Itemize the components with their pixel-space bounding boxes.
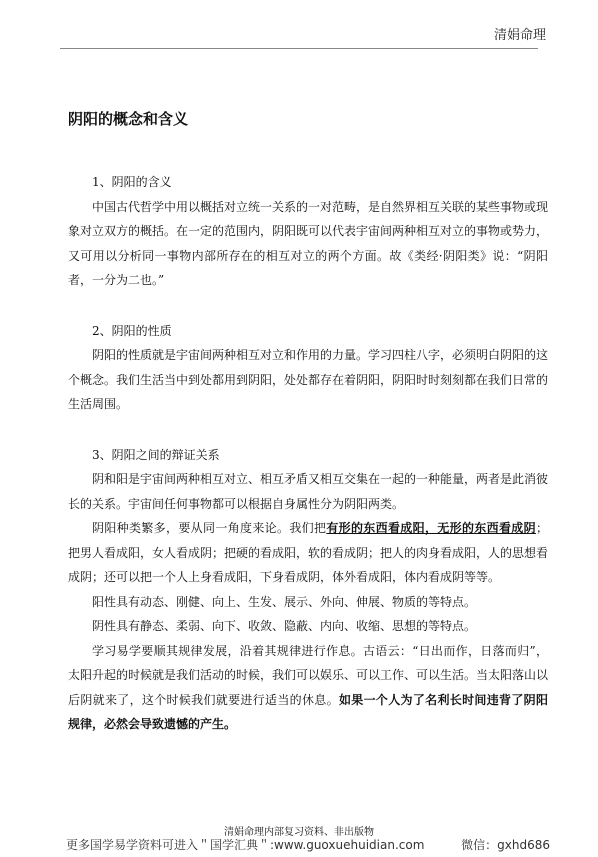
section-heading: 1、阴阳的含义 — [92, 175, 172, 189]
footer-wechat: 微信：gxhd686 — [461, 838, 550, 852]
page-title: 阴阳的概念和含义 — [68, 110, 189, 128]
document-body — [68, 170, 548, 763]
section-heading: 2、阴阳的性质 — [92, 323, 172, 338]
section-nature — [68, 319, 548, 417]
paragraph: 阴性具有静态、柔弱、向下、收敛、隐蔽、内向、收缩、思想的等特点。 — [92, 619, 477, 633]
paragraph: 阳性具有动态、刚健、向上、生发、展示、外向、伸展、物质的等特点。 — [92, 594, 477, 609]
emphasis-text: 如果一个人为了名利长时间违背了阴阳规律，必然会导致遗憾的产生。 — [68, 692, 548, 731]
footer-notice: 清娟命理内部复习资料、非出版物 — [224, 827, 374, 838]
paragraph — [68, 516, 548, 590]
section-dialectic — [68, 443, 548, 737]
paragraph-text: ；把男人看成阳，女人看成阴；把硬的看成阳，软的看成阴；把人的肉身看成阳，人的思想看成阴；还可以把一个人上身看成阳，下身看成阴，体外看成阳，体内看成阴等等。 — [68, 521, 549, 584]
paragraph-text: 阴阳种类繁多，要从同一角度来论。我们把 — [92, 521, 327, 535]
section-meaning — [68, 170, 548, 293]
paragraph: 中国古代哲学中用以概括对立统一关系的一对范畴，是自然界相互关联的某些事物或现象对立双方的概括。在一定的范围内，阴阳既可以代表宇宙间两种相互对立的事物或势力，又可用以分析同一事物内部所存在的相互对立的两个方面。故《类经·阴阳类》说：“阴阳者，一分为二也。” — [68, 199, 549, 287]
header-divider — [60, 48, 538, 49]
emphasis-text: 有形的东西看成阳，无形的东西看成阴 — [326, 521, 536, 535]
header-brand: 清娟命理 — [493, 28, 546, 43]
paragraph — [68, 639, 548, 737]
paragraph: 阴和阳是宇宙间两种相互对立、相互矛盾又相互交集在一起的一种能量，两者是此消彼长的关系。宇宙间任何事物都可以根据自身属性分为阴阳两类。 — [68, 472, 549, 511]
section-heading: 3、阴阳之间的辩证关系 — [92, 447, 220, 462]
paragraph-text: 学习易学要顺其规律发展，沿着其规律进行作息。古语云：“日出而作，日落而归”，太阳升起的时候就是我们活动的时候，我们可以娱乐、可以工作、可以生活。当太阳落山以后阴就来了，这个时候我们就要进行适当的休息。 — [68, 643, 549, 707]
footer-promo: 更多国学易学资料可进入＂国学汇典＂:www.guoxuehuidian.com — [66, 838, 425, 852]
paragraph: 阴阳的性质就是宇宙间两种相互对立和作用的力量。学习四柱八字，必须明白阴阳的这个概念。我们生活当中到处都用到阴阳，处处都存在着阴阳，阴阳时时刻刻都在我们日常的生活周围。 — [68, 348, 549, 411]
